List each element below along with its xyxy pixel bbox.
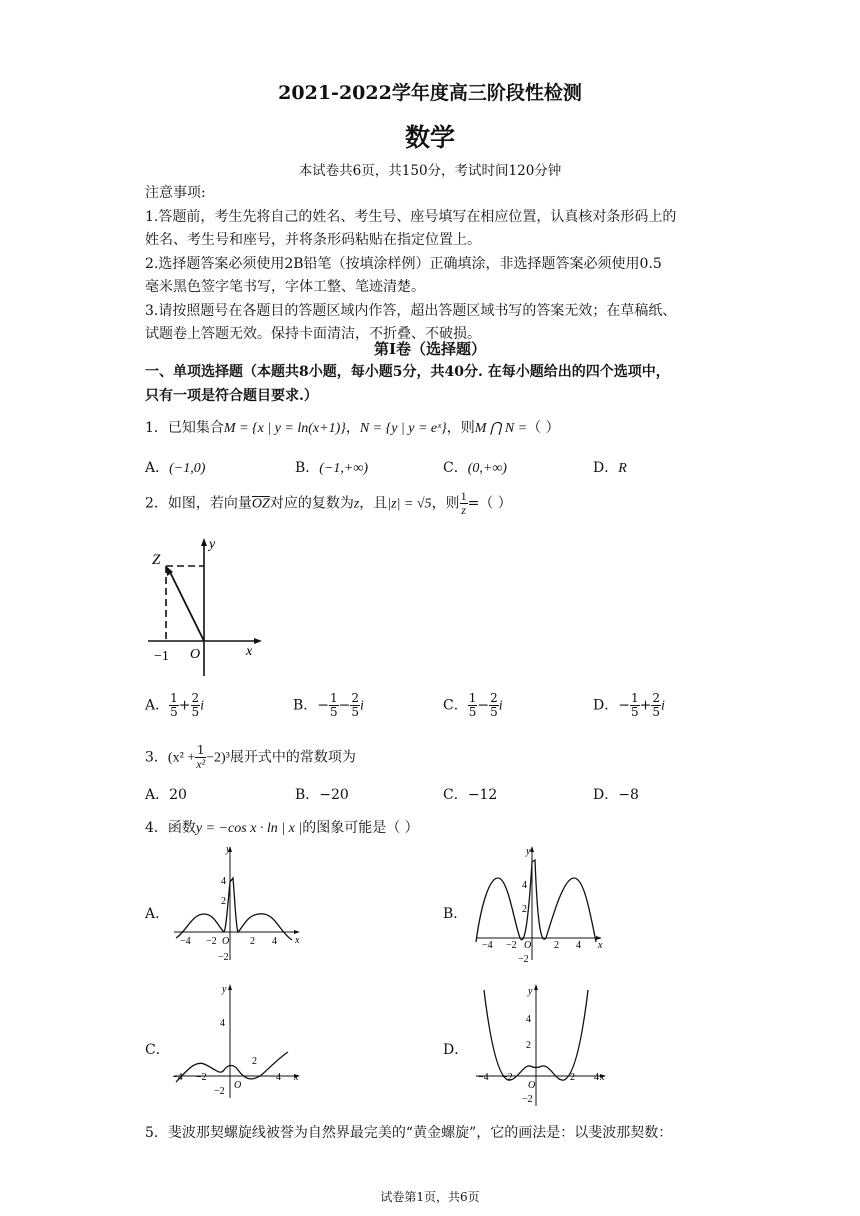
section-heading: 只有一项是符合题目要求.） xyxy=(145,388,318,404)
axis-x-label: x xyxy=(294,1072,299,1083)
axis-x-label: x xyxy=(600,1072,605,1083)
exam-title: 2021-2022学年度高三阶段性检测 xyxy=(278,82,582,104)
q4-prefix: 4．函数 xyxy=(145,820,196,836)
q2-mid: 对应的复数为 xyxy=(269,495,354,512)
option-label: B． xyxy=(295,787,320,803)
q1-ask: ，则 xyxy=(446,420,475,436)
graph-d[interactable] xyxy=(470,980,610,1110)
question-5: 5．斐波那契螺旋线被誉为自然界最完美的“黄金螺旋”，它的画法是：以斐波那契数： xyxy=(145,1125,673,1141)
imag-unit: i xyxy=(660,698,665,714)
label-neg1: −1 xyxy=(154,649,169,664)
frac-den: 5 xyxy=(170,705,178,719)
label-z: Z xyxy=(152,552,161,568)
frac-den: 5 xyxy=(630,705,639,719)
option-frac xyxy=(169,692,179,719)
q1-sep: ， xyxy=(345,420,360,436)
option-value: −8 xyxy=(618,787,639,803)
option-label: A． xyxy=(145,787,170,803)
frac-den: x² xyxy=(196,757,206,771)
imag-unit: i xyxy=(360,698,364,714)
q1-option-b[interactable] xyxy=(295,457,368,477)
tick-4-x: 4 xyxy=(576,940,581,951)
graph-c[interactable] xyxy=(168,980,308,1102)
frac-num: 2 xyxy=(191,691,200,705)
tick-neg4: −4 xyxy=(482,940,493,951)
tick-2-x: 2 xyxy=(554,940,559,951)
subject-title: 数学 xyxy=(404,123,455,152)
page-footer: 试卷第1页，共6页 xyxy=(380,1190,480,1204)
option-sign: − xyxy=(618,697,630,714)
section-heading: 一、单项选择题（本题共8小题，每小题5分，共40分. 在每小题给出的四个选项中， xyxy=(145,364,670,380)
tick-neg2-x: −2 xyxy=(502,1072,513,1083)
tick-4: 4 xyxy=(221,876,226,887)
exam-info: 本试卷共6页，共150分，考试时间120分钟 xyxy=(298,163,562,179)
tick-2: 2 xyxy=(526,1040,531,1051)
option-value: R xyxy=(618,461,627,476)
frac-den: 5 xyxy=(351,705,360,719)
q1-option-a[interactable] xyxy=(145,457,205,477)
q2-option-d[interactable] xyxy=(593,692,665,719)
q2-option-c[interactable] xyxy=(443,692,503,719)
tick-neg2: −2 xyxy=(522,1094,533,1105)
notes-heading: 注意事项: xyxy=(145,185,206,201)
q4-option-c-label[interactable]: C． xyxy=(145,1042,170,1058)
notes-line: 试题卷上答题无效。保持卡面清洁，不折叠、不破损。 xyxy=(145,326,481,342)
imag-unit: i xyxy=(200,698,205,714)
q3-option-a[interactable] xyxy=(145,784,187,804)
option-frac xyxy=(191,692,201,719)
frac-num: 2 xyxy=(351,691,360,705)
curve-b xyxy=(476,860,596,942)
tick-2-x: 2 xyxy=(250,936,255,947)
option-frac xyxy=(630,692,640,719)
q2-frac-den: z xyxy=(461,503,466,517)
question-4 xyxy=(145,817,419,837)
imag-unit: i xyxy=(498,698,503,714)
option-op: − xyxy=(477,697,490,714)
notes-line: 毫米黑色签字笔书写，字体工整、笔迹清楚。 xyxy=(145,279,425,295)
q2-ask: ，则 xyxy=(431,495,460,512)
part-title: 第Ⅰ卷（选择题） xyxy=(373,340,487,358)
option-label: D． xyxy=(593,460,619,476)
option-frac xyxy=(350,692,360,719)
option-op: + xyxy=(178,697,191,714)
frac-num: 2 xyxy=(652,691,660,705)
tick-neg2: −2 xyxy=(218,952,229,963)
q4-option-d-label[interactable]: D． xyxy=(443,1042,469,1058)
tick-neg2-x: −2 xyxy=(196,1072,207,1083)
q1-option-c[interactable] xyxy=(443,457,507,477)
frac-num: 1 xyxy=(196,743,205,757)
axis-o-label: O xyxy=(524,940,532,951)
option-sign: − xyxy=(317,697,330,714)
option-value: 20 xyxy=(169,787,187,803)
graph-a[interactable] xyxy=(168,842,308,968)
tick-4: 4 xyxy=(526,1014,531,1025)
q3-text: 展开式中的常数项为 xyxy=(229,749,356,766)
q3-option-d[interactable] xyxy=(593,784,639,804)
axis-y-label: y xyxy=(226,844,231,855)
tick-4: 4 xyxy=(522,880,527,891)
axis-o-label: O xyxy=(528,1080,536,1091)
q2-paren: （ ） xyxy=(479,495,512,512)
tick-neg2: −2 xyxy=(214,1086,225,1097)
frac-den: 5 xyxy=(652,705,660,719)
option-frac xyxy=(651,692,661,719)
curve-a xyxy=(176,878,292,940)
curve-c xyxy=(176,1052,288,1082)
question-3 xyxy=(145,744,356,771)
tick-neg4: −4 xyxy=(478,1072,489,1083)
option-label: D． xyxy=(593,787,619,803)
tick-2-x: 2 xyxy=(570,1072,575,1083)
label-y: y xyxy=(209,537,216,552)
option-label: B． xyxy=(293,697,318,714)
q2-option-a[interactable] xyxy=(145,692,204,719)
y-axis-arrow xyxy=(201,538,207,546)
q3-prefix: 3． xyxy=(145,749,168,766)
label-o: O xyxy=(190,647,201,662)
tick-neg2: −2 xyxy=(518,954,529,965)
notes-line: 3.请按照题号在各题目的答题区域内作答，超出答题区域书写的答案无效；在草稿纸、 xyxy=(145,303,677,319)
option-frac xyxy=(468,692,478,719)
label-x: x xyxy=(246,644,253,659)
q3-option-b[interactable] xyxy=(295,784,349,804)
q2-z: z xyxy=(353,496,360,512)
frac-num: 2 xyxy=(490,691,498,705)
frac-den: 5 xyxy=(330,705,338,719)
axis-x-label: x xyxy=(598,940,603,951)
x-axis-arrow xyxy=(254,638,262,644)
tick-4: 4 xyxy=(220,1018,225,1029)
vector-oz xyxy=(169,570,204,641)
option-value: −20 xyxy=(319,787,349,803)
tick-2: 2 xyxy=(522,904,527,915)
q2-eq: = xyxy=(467,495,480,512)
q2-frac-num: 1 xyxy=(460,489,467,503)
option-value: −12 xyxy=(467,787,498,803)
q3-option-c[interactable] xyxy=(443,784,497,804)
option-label: B． xyxy=(295,460,320,476)
axis-x-label: x xyxy=(295,935,300,946)
tick-4-x: 4 xyxy=(594,1072,599,1083)
option-value: (0,+∞) xyxy=(467,461,507,476)
option-value: (−1,+∞) xyxy=(319,461,368,476)
option-frac xyxy=(329,692,339,719)
option-label: A． xyxy=(145,460,170,476)
q2-figure xyxy=(140,534,270,680)
frac-num: 1 xyxy=(330,691,338,705)
tick-2: 2 xyxy=(252,1056,257,1067)
option-label: C． xyxy=(443,697,468,714)
q3-expr-post: −2)³ xyxy=(206,750,230,766)
tick-4-x: 4 xyxy=(276,1072,281,1083)
q1-set-m: M = {x | y = ln(x+1)} xyxy=(223,421,346,436)
question-2 xyxy=(145,490,512,517)
option-label: A． xyxy=(145,697,170,714)
frac-num: 1 xyxy=(630,691,639,705)
q1-option-d[interactable] xyxy=(593,457,627,477)
option-op: − xyxy=(338,697,351,714)
q2-fraction xyxy=(460,490,468,517)
frac-den: 5 xyxy=(191,705,200,719)
q2-prefix: 2．如图，若向量 xyxy=(145,495,252,512)
option-frac xyxy=(489,692,499,719)
question-1 xyxy=(145,417,560,437)
q4-expr: y = −cos x · ln | x | xyxy=(195,821,303,836)
q3-expr-pre: (x² + xyxy=(167,750,196,766)
graph-b[interactable] xyxy=(470,842,610,968)
q3-fraction xyxy=(195,744,206,771)
tick-neg4: −4 xyxy=(180,936,191,947)
q2-cond: |z| = √5 xyxy=(387,496,432,512)
frac-den: 5 xyxy=(468,705,477,719)
tick-neg4: −4 xyxy=(172,1072,183,1083)
q2-cond-pre: ，且 xyxy=(359,495,388,512)
option-op: + xyxy=(639,697,652,714)
tick-neg2-x: −2 xyxy=(206,936,217,947)
q1-paren: （ ） xyxy=(527,420,560,436)
axis-y-label: y xyxy=(222,984,227,995)
option-label: C． xyxy=(443,460,468,476)
option-label: D． xyxy=(593,697,619,714)
notes-line: 1.答题前，考生先将自己的姓名、考生号、座号填写在相应位置，认真核对条形码上的 xyxy=(145,209,677,225)
q1-expr: M ⋂ N = xyxy=(474,421,528,436)
axis-y-label: y xyxy=(528,986,533,997)
q2-option-b[interactable] xyxy=(293,692,364,719)
q4-option-a-label[interactable]: A． xyxy=(145,906,170,922)
tick-neg2-x: −2 xyxy=(506,940,517,951)
notes-line: 姓名、考生号和座号，并将条形码粘贴在指定位置上。 xyxy=(145,232,481,248)
tick-2: 2 xyxy=(221,896,226,907)
q2-vector: $\overline{OZ}$ xyxy=(251,496,270,512)
q1-set-n: N = {y | y = eˣ} xyxy=(359,421,447,436)
frac-num: 1 xyxy=(170,691,178,705)
tick-4-x: 4 xyxy=(272,936,277,947)
q4-text: 的图象可能是（ ） xyxy=(302,820,419,836)
notes-line: 2.选择题答案必须使用2B铅笔（按填涂样例）正确填涂，非选择题答案必须使用0.5 xyxy=(145,256,662,272)
q1-prefix: 1．已知集合 xyxy=(145,420,224,436)
q4-option-b-label[interactable]: B． xyxy=(443,906,468,922)
frac-num: 1 xyxy=(468,691,477,705)
frac-den: 5 xyxy=(490,705,498,719)
option-label: C． xyxy=(443,787,468,803)
option-value: (−1,0) xyxy=(169,461,206,476)
axis-y-label: y xyxy=(526,846,531,857)
axis-o-label: O xyxy=(234,1080,242,1091)
axis-o-label: O xyxy=(222,936,230,947)
